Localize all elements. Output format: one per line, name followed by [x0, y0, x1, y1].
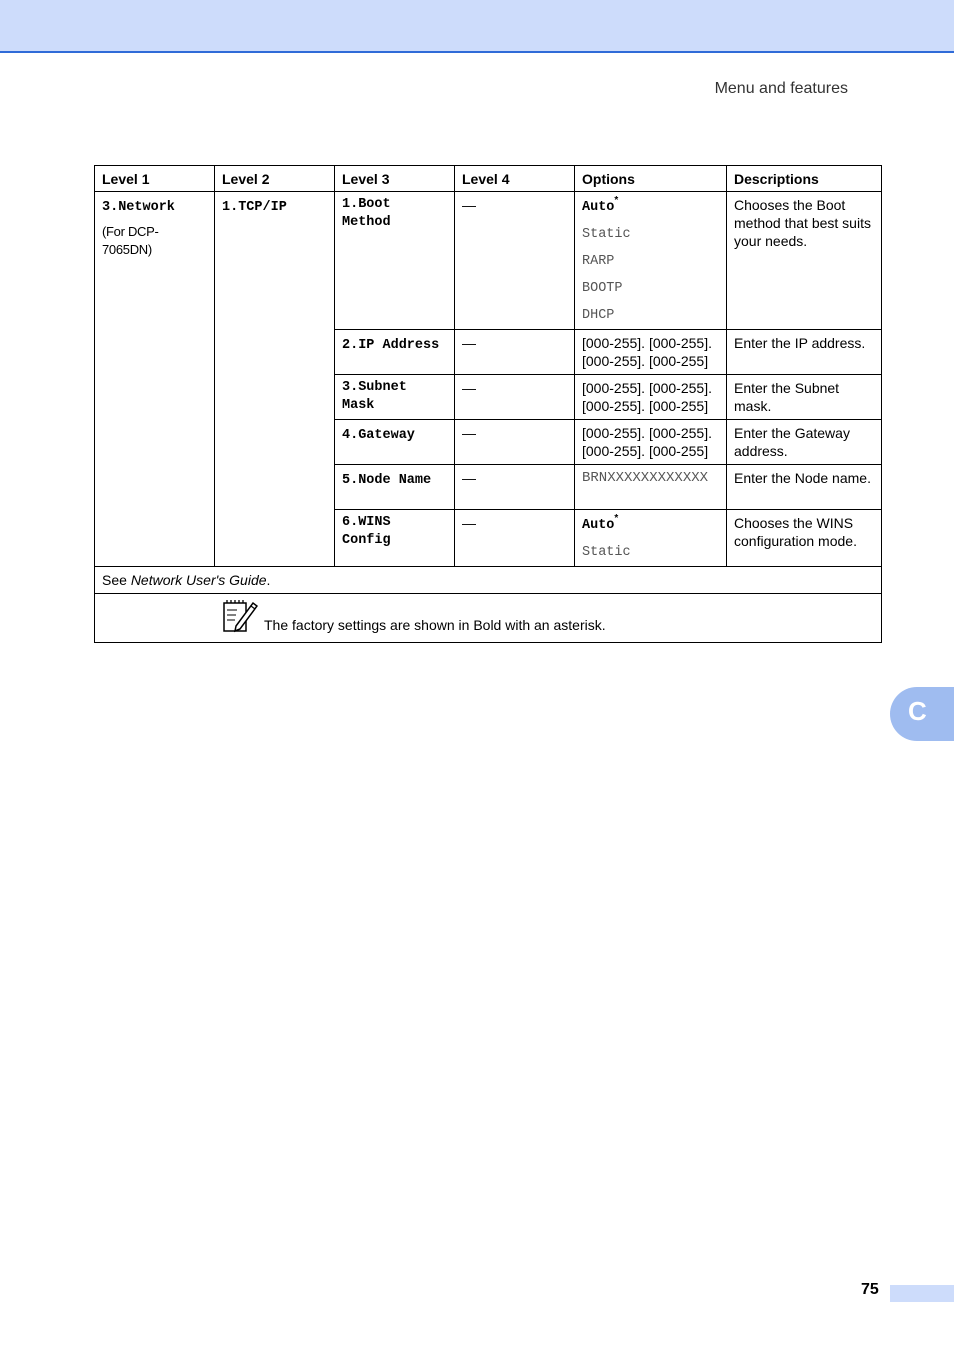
options-cell: [000-255]. [000-255]. [000-255]. [000-255] — [575, 330, 727, 375]
guide-name: Network User's Guide — [130, 572, 267, 588]
level1-cell — [95, 192, 215, 567]
description-cell: Enter the IP address. — [727, 330, 882, 375]
level3-cell — [335, 420, 455, 465]
note-cell — [95, 594, 882, 643]
level1-model-note: (For DCP-7065DN) — [102, 224, 159, 257]
level3-label: 4.Gateway — [342, 428, 415, 443]
level3-cell — [335, 510, 455, 567]
level3-label-line2: Config — [342, 533, 391, 548]
level3-cell — [335, 330, 455, 375]
running-head: Menu and features — [714, 80, 848, 97]
header-level-3: Level 3 — [335, 166, 455, 192]
header-level-1: Level 1 — [95, 166, 215, 192]
level3-label-line2: Method — [342, 215, 391, 230]
level4-cell: — — [455, 465, 575, 510]
chapter-letter: C — [908, 696, 927, 726]
option: RARP — [582, 254, 615, 269]
header-level-2: Level 2 — [215, 166, 335, 192]
level1-label: 3.Network — [102, 200, 175, 215]
level3-cell — [335, 375, 455, 420]
table-header-row — [95, 166, 882, 192]
page-number-bar — [890, 1285, 954, 1302]
option-default: Auto* — [582, 513, 619, 533]
level3-label: 2.IP Address — [342, 338, 440, 353]
note-pencil-icon — [222, 598, 258, 634]
options-cell — [575, 510, 727, 567]
see-guide-row — [95, 567, 882, 594]
level3-label: 5.Node Name — [342, 473, 432, 488]
option: Static — [582, 545, 631, 560]
level3-cell — [335, 192, 455, 330]
option: Static — [582, 227, 631, 242]
level4-cell: — — [455, 375, 575, 420]
header-descriptions: Descriptions — [727, 166, 882, 192]
description-cell: Enter the Gateway address. — [727, 420, 882, 465]
header-band — [0, 0, 954, 53]
network-menu-table — [94, 165, 882, 643]
level4-cell: — — [455, 330, 575, 375]
level3-label-line2: Mask — [342, 398, 375, 413]
level3-label: 6.WINS — [342, 515, 391, 530]
options-cell: [000-255]. [000-255]. [000-255]. [000-255] — [575, 420, 727, 465]
chapter-tab — [890, 687, 954, 741]
see-guide-cell — [95, 567, 882, 594]
level4-cell: — — [455, 510, 575, 567]
level4-cell: — — [455, 420, 575, 465]
level4-cell: — — [455, 192, 575, 330]
see-suffix: . — [266, 572, 271, 588]
options-cell: BRNXXXXXXXXXXXX — [575, 465, 727, 510]
description-cell: Enter the Subnet mask. — [727, 375, 882, 420]
page-number: 75 — [861, 1281, 879, 1298]
header-level-4: Level 4 — [455, 166, 575, 192]
level2-cell — [215, 192, 335, 567]
level3-label: 3.Subnet — [342, 380, 407, 395]
header-options: Options — [575, 166, 727, 192]
options-cell — [575, 192, 727, 330]
see-prefix: See — [102, 572, 131, 588]
description-cell: Chooses the Boot method that best suits your needs. — [727, 192, 882, 330]
option-default: Auto* — [582, 195, 619, 215]
level3-label: 1.Boot — [342, 197, 391, 212]
note-text: The factory settings are shown in Bold with an asterisk. — [264, 617, 606, 633]
note-row — [95, 594, 882, 643]
level3-cell — [335, 465, 455, 510]
description-cell: Chooses the WINS configuration mode. — [727, 510, 882, 567]
level2-label: 1.TCP/IP — [222, 200, 287, 215]
options-cell: [000-255]. [000-255]. [000-255]. [000-255] — [575, 375, 727, 420]
option: DHCP — [582, 308, 615, 323]
description-cell: Enter the Node name. — [727, 465, 882, 510]
option: BOOTP — [582, 281, 623, 296]
table-row — [95, 192, 882, 330]
